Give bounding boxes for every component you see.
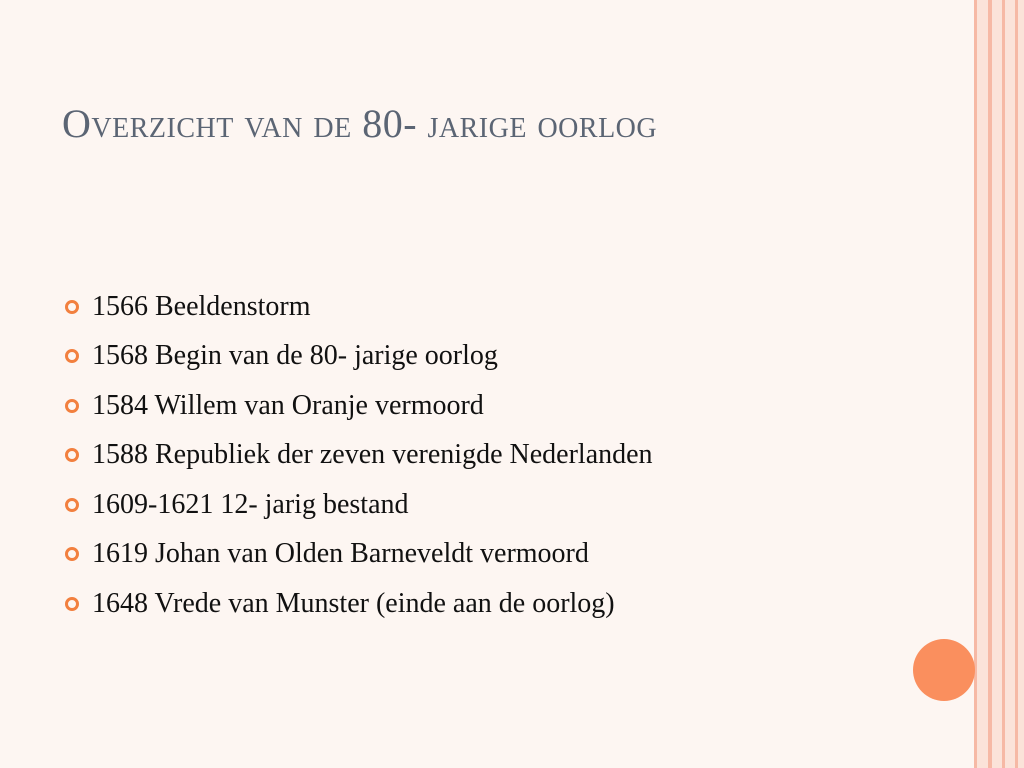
list-item — [65, 530, 653, 580]
stripe — [977, 0, 988, 768]
bullet-icon — [65, 547, 79, 561]
list-item-text: 1566 Beeldenstorm — [92, 290, 311, 322]
list-item — [65, 431, 653, 481]
list-item — [65, 282, 653, 332]
decorative-circle — [913, 639, 975, 701]
stripe — [992, 0, 1002, 768]
list-item-text: 1588 Republiek der zeven verenigde Nederlanden — [92, 439, 653, 471]
slide-title: Overzicht van de 80- jarige oorlog — [62, 101, 658, 146]
bullet-icon — [65, 300, 79, 314]
bullet-icon — [65, 498, 79, 512]
bullet-icon — [65, 399, 79, 413]
list-item-text: 1619 Johan van Olden Barneveldt vermoord — [92, 538, 589, 570]
list-item — [65, 381, 653, 431]
decorative-stripes — [974, 0, 1024, 768]
stripe — [1005, 0, 1015, 768]
list-item-text: 1568 Begin van de 80- jarige oorlog — [92, 340, 498, 372]
list-item — [65, 579, 653, 629]
bullet-icon — [65, 597, 79, 611]
list-item — [65, 332, 653, 382]
stripe — [1018, 0, 1024, 768]
bullet-list — [65, 282, 653, 629]
bullet-icon — [65, 349, 79, 363]
list-item-text: 1648 Vrede van Munster (einde aan de oorlog) — [92, 587, 615, 619]
list-item-text: 1609-1621 12- jarig bestand — [92, 488, 409, 520]
bullet-icon — [65, 448, 79, 462]
list-item-text: 1584 Willem van Oranje vermoord — [92, 389, 484, 421]
list-item — [65, 480, 653, 530]
